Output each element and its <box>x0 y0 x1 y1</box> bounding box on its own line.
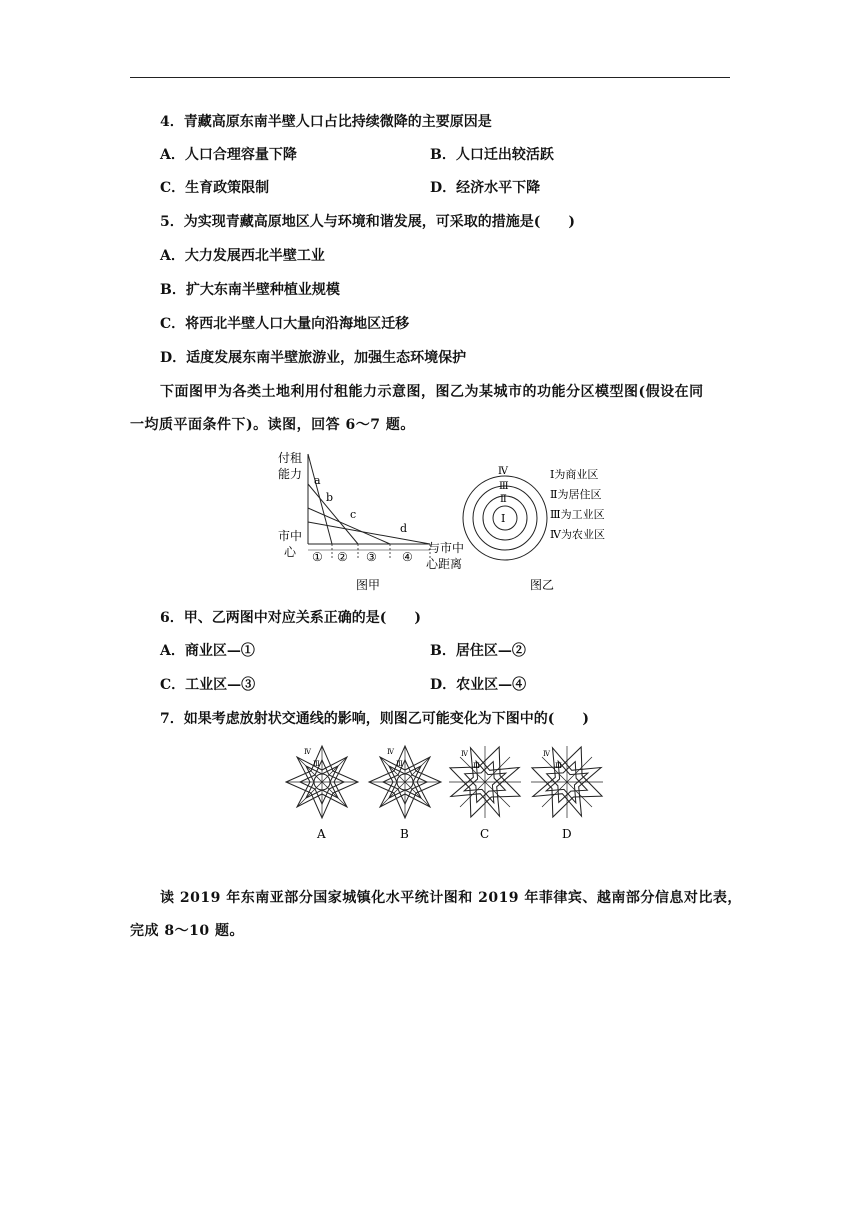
q7-label-a: A <box>317 827 326 841</box>
q4-option-b[interactable]: B．人口迁出较活跃 <box>430 147 554 163</box>
yi-caption: 图乙 <box>530 578 555 592</box>
q5-option-b[interactable]: B．扩大东南半壁种植业规模 <box>160 282 340 298</box>
q7-label-b: B <box>400 827 409 841</box>
yi-ring-label-3: Ⅲ <box>499 481 509 492</box>
jia-zone-2: ② <box>337 550 348 564</box>
jia-curve-c-label: c <box>350 508 357 521</box>
q7-figure-a[interactable] <box>286 746 358 818</box>
q4-option-d[interactable]: D．经济水平下降 <box>430 180 541 196</box>
q7-label-d: D <box>562 827 572 841</box>
yi-legend-2: Ⅱ为居住区 <box>550 488 602 501</box>
jia-x-label-2: 心距离 <box>426 557 463 571</box>
question-4-stem: 4．青藏高原东南半壁人口占比持续微降的主要原因是 <box>160 114 492 130</box>
q7-figure-d[interactable] <box>518 742 615 831</box>
jia-curve-d-label: d <box>400 522 408 535</box>
q6-option-d[interactable]: D．农业区—④ <box>430 677 527 693</box>
yi-ring-label-4: Ⅳ <box>498 466 508 477</box>
figure-jia <box>278 450 464 592</box>
jia-curve-a-label: a <box>314 474 321 487</box>
yi-ring-label-2: Ⅱ <box>500 494 507 505</box>
q7-d-ring-4: Ⅳ <box>543 750 550 758</box>
jia-zone-4: ④ <box>402 550 413 564</box>
q7-a-ring-4: Ⅳ <box>304 748 311 756</box>
q7-b-ring-4: Ⅳ <box>387 748 394 756</box>
q6-option-a[interactable]: A．商业区—① <box>160 643 255 659</box>
intro-6-7-line-1: 下面图甲为各类土地利用付租能力示意图，图乙为某城市的功能分区模型图(假设在同 <box>160 384 704 400</box>
question-7-stem: 7．如果考虑放射状交通线的影响，则图乙可能变化为下图中的( ) <box>160 711 589 727</box>
q6-option-c[interactable]: C．工业区—③ <box>160 677 256 693</box>
jia-origin-label-2: 心 <box>284 545 297 559</box>
jia-curve-d <box>308 522 430 544</box>
yi-ring-label-1: Ⅰ <box>501 512 506 525</box>
q7-option-figures <box>285 742 615 842</box>
jia-y-label-1: 付租 <box>278 451 303 465</box>
jia-curve-b-label: b <box>326 491 334 504</box>
jia-y-label-2: 能力 <box>278 467 303 481</box>
intro-8-10-line-1: 读 2019 年东南亚部分国家城镇化水平统计图和 2019 年菲律宾、越南部分信息对比表， <box>160 890 742 906</box>
q7-c-ring-4: Ⅳ <box>461 750 468 758</box>
q7-figure-b[interactable] <box>369 746 441 818</box>
intro-8-10-line-2: 完成 8～10 题。 <box>130 923 244 939</box>
yi-legend-4: Ⅳ为农业区 <box>550 528 605 541</box>
figure-yi <box>463 466 605 592</box>
q6-option-b[interactable]: B．居住区—② <box>430 643 526 659</box>
yi-legend-1: Ⅰ为商业区 <box>550 468 599 481</box>
q7-b-ring-3: Ⅲ <box>396 760 403 768</box>
question-6-stem: 6．甲、乙两图中对应关系正确的是( ) <box>160 610 421 626</box>
q4-option-c[interactable]: C．生育政策限制 <box>160 180 270 196</box>
q7-a-ring-3: Ⅲ <box>313 760 320 768</box>
jia-x-label-1: 与市中 <box>428 541 465 555</box>
yi-legend-3: Ⅲ为工业区 <box>550 508 605 521</box>
q4-option-a[interactable]: A．人口合理容量下降 <box>160 147 297 163</box>
jia-zone-3: ③ <box>366 550 377 564</box>
q7-label-c: C <box>480 827 490 841</box>
figures-jia-yi <box>270 448 620 596</box>
jia-origin-label-1: 市中 <box>278 529 303 543</box>
q7-c-ring-3: Ⅲ <box>473 762 480 770</box>
header-rule <box>130 77 730 78</box>
jia-caption: 图甲 <box>356 578 381 592</box>
question-5-stem: 5．为实现青藏高原地区人与环境和谐发展，可采取的措施是( ) <box>160 214 575 230</box>
q7-figure-c[interactable] <box>436 742 534 831</box>
q5-option-a[interactable]: A．大力发展西北半壁工业 <box>160 248 325 264</box>
jia-zone-1: ① <box>312 550 323 564</box>
q7-d-ring-3: Ⅲ <box>555 762 562 770</box>
q5-option-c[interactable]: C．将西北半壁人口大量向沿海地区迁移 <box>160 316 410 332</box>
intro-6-7-line-2: 一均质平面条件下)。读图，回答 6～7 题。 <box>130 417 415 433</box>
jia-curve-c <box>308 508 390 544</box>
q5-option-d[interactable]: D．适度发展东南半壁旅游业，加强生态环境保护 <box>160 350 467 366</box>
